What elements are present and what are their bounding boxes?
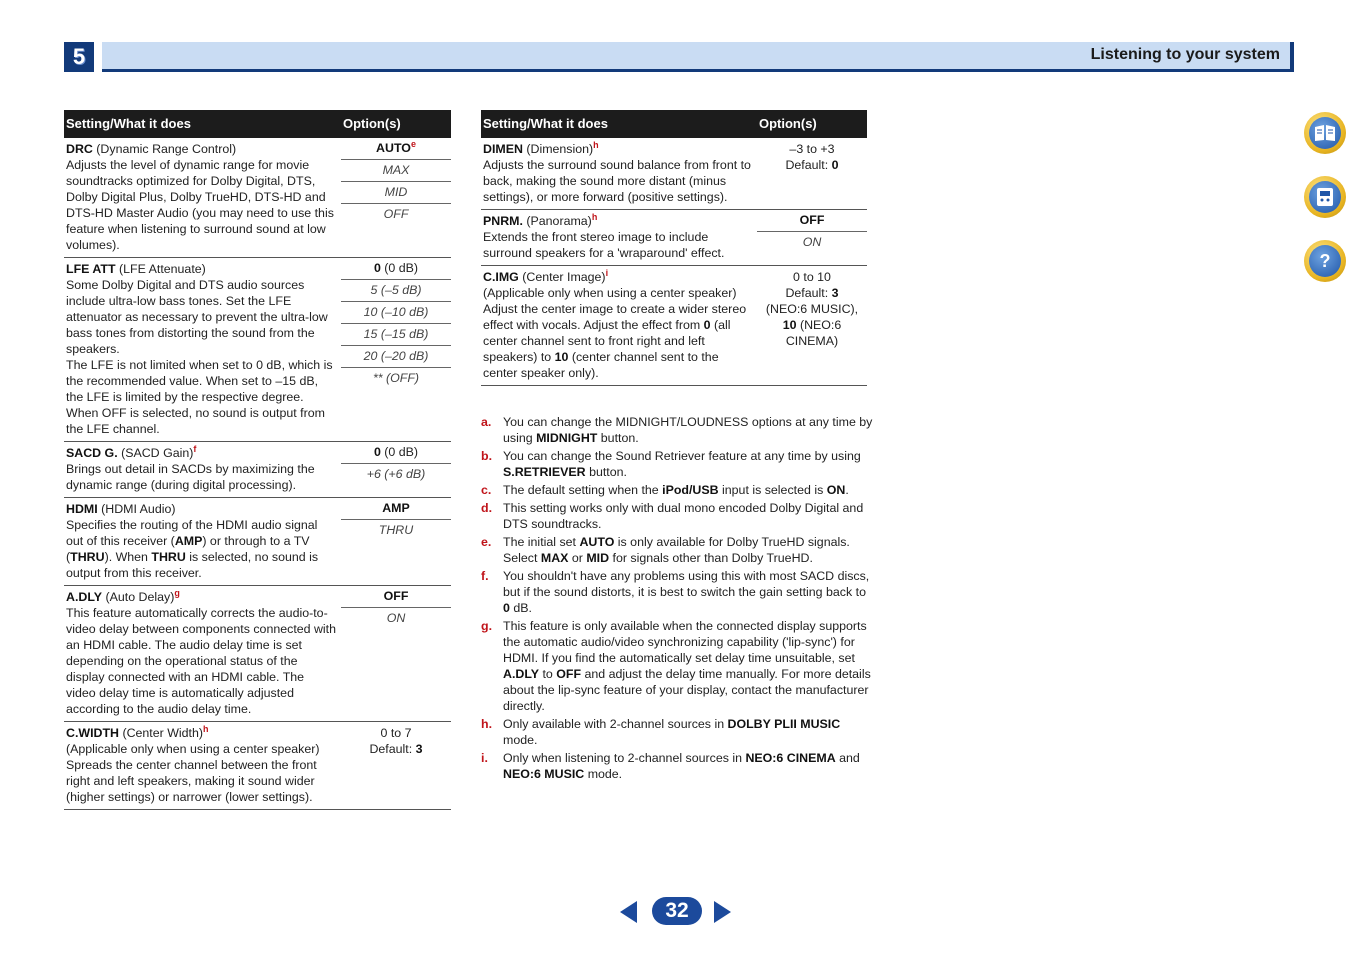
option-item: AUTO$^e$ [341, 138, 451, 160]
chapter-badge: 5 [64, 42, 94, 72]
setting-description: Specifies the routing of the HDMI audio signal out of this receiver (AMP) or through to a TV (THRU). When THRU is selected, no sound is output from this receiver. [66, 518, 319, 580]
footnote-ref: g [174, 587, 180, 598]
option-range: 0 to 10 [793, 270, 831, 284]
table-header-row [481, 110, 867, 138]
footnote-item: h. Only available with 2-channel sources in DOLBY PLII MUSIC mode. [481, 717, 841, 747]
option-item: OFF [757, 210, 867, 232]
footnote-ref: h [591, 211, 598, 222]
setting-cell [64, 722, 341, 810]
option-range: 0 to 7 [380, 726, 412, 740]
setting-name: DIMEN [483, 142, 523, 156]
setting-description-2: The LFE is not limited when set to 0 dB, which is the recommended value. When set to –15 dB, the LFE is limited by the respective degree. When OFF is selected, no sound is output from the LFE channel. [66, 358, 333, 436]
footnote-ref: h [203, 723, 209, 734]
setting-name: A.DLY [66, 590, 103, 604]
options-cell [757, 138, 867, 210]
option-default: Default: 3 [785, 286, 839, 300]
options-cell [341, 258, 451, 442]
setting-name: PNRM. [483, 214, 523, 228]
option-item: 0 (0 dB) [341, 442, 451, 464]
table-row [64, 442, 451, 498]
setting-name: LFE ATT [66, 262, 116, 276]
setting-description-2: Adjust the center image to create a wider stereo effect with vocals. Adjust the effect from 0 (all center channel sent to front right and left speakers) to 10 (center channel sent to the center speaker only). [483, 302, 747, 380]
option-default: Default: 3 [369, 742, 423, 756]
table-row [64, 258, 451, 442]
setting-fullname: (SACD Gain) [117, 446, 194, 460]
option-item: MAX [341, 160, 451, 182]
setting-cell [64, 586, 341, 722]
pager [620, 897, 736, 927]
setting-name: DRC [66, 142, 93, 156]
left-settings-table [64, 110, 451, 810]
footnote-ref: i [605, 267, 609, 278]
setting-description: Extends the front stereo image to include surround speakers for a 'wraparound' effect. [483, 230, 725, 260]
previous-page-icon[interactable] [620, 901, 637, 923]
col-setting-header: Setting/What it does [481, 110, 757, 138]
footnote-ref: f [193, 443, 197, 454]
footnote-ref: h [593, 139, 599, 150]
table-row [481, 266, 867, 386]
footnote-item: a. You can change the MIDNIGHT/LOUDNESS options at any time by using MIDNIGHT button. [481, 415, 873, 445]
setting-cell [64, 498, 341, 586]
option-item: +6 (+6 dB) [366, 467, 426, 481]
option-default-extra-2: 10 (NEO:6 CINEMA) [782, 318, 842, 348]
setting-name: C.WIDTH [66, 726, 119, 740]
option-item: ** (OFF) [372, 371, 420, 385]
table-row [481, 210, 867, 266]
setting-fullname: (Dimension) [522, 142, 594, 156]
setting-fullname: (Dynamic Range Control) [92, 142, 237, 156]
footnote-item: g. This feature is only available when the connected display supports the automatic audio/video synchronizing capability ('lip-sync') for HDMI. If you find the automatically set delay time unsuitable, set A.DLY to OFF and adjust the delay time manually. For more details about the lip-sync feature of your display, contact the manufacturer directly. [481, 619, 871, 713]
footnote-item: i. Only when listening to 2-channel sources in NEO:6 CINEMA and NEO:6 MUSIC mode. [481, 751, 860, 781]
setting-name: SACD G. [66, 446, 118, 460]
footnote-item: d. This setting works only with dual mono encoded Dolby Digital and DTS soundtracks. [481, 501, 864, 531]
col-options-header: Option(s) [757, 110, 867, 138]
remote-icon[interactable] [1304, 176, 1346, 218]
footnotes [481, 414, 873, 784]
option-range: –3 to +3 [789, 142, 835, 156]
footnote-item: f. You shouldn't have any problems using this with most SACD discs, but if the sound distorts, it is best to switch the gain setting back to 0 dB. [481, 569, 870, 615]
setting-description: Brings out detail in SACDs by maximizing the dynamic range (during digital processing). [66, 462, 315, 492]
setting-fullname: (LFE Attenuate) [115, 262, 206, 276]
setting-fullname: (Center Width) [119, 726, 203, 740]
options-cell [757, 210, 867, 266]
setting-cell [481, 266, 757, 386]
next-page-icon[interactable] [714, 901, 731, 923]
setting-description: (Applicable only when using a center speaker) [483, 286, 737, 300]
option-default: Default: 0 [785, 158, 839, 172]
setting-description: This feature automatically corrects the audio-to-video delay between components connected with an HDMI cable. The audio delay time is set depending on the operational status of the display connected with an HDMI cable. The video delay time is automatically adjusted according to the audio delay time. [66, 606, 337, 716]
col-setting-header: Setting/What it does [64, 110, 341, 138]
option-item: AMP [341, 498, 451, 520]
table-row [64, 586, 451, 722]
setting-cell [481, 210, 757, 266]
section-title: Listening to your system [1090, 46, 1280, 63]
options-cell [341, 442, 451, 498]
col-options-header: Option(s) [341, 110, 451, 138]
help-glyph: ? [1309, 245, 1341, 277]
table-row [64, 498, 451, 586]
footnote-item: c. The default setting when the iPod/USB input is selected is ON. [481, 483, 849, 497]
right-settings-table [481, 110, 867, 386]
option-item: MID [341, 182, 451, 204]
setting-name: HDMI [66, 502, 98, 516]
setting-fullname: (HDMI Audio) [97, 502, 176, 516]
setting-fullname: (Auto Delay) [102, 590, 175, 604]
setting-description: Some Dolby Digital and DTS audio sources include ultra-low bass tones. Set the LFE attenuator as necessary to prevent the ultra-low bass tones from distorting the sound from the speakers. [66, 278, 328, 356]
table-header-row [64, 110, 451, 138]
setting-fullname: (Panorama) [522, 214, 592, 228]
setting-cell [481, 138, 757, 210]
setting-cell [64, 442, 341, 498]
options-cell [341, 586, 451, 722]
options-cell [341, 498, 451, 586]
options-cell [341, 722, 451, 810]
setting-description: (Applicable only when using a center speaker) Spreads the center channel between the front right and left speakers, making it sound wider (higher settings) or narrower (lower settings). [66, 742, 320, 804]
option-item: 20 (–20 dB) [341, 346, 451, 368]
option-item: 5 (–5 dB) [341, 280, 451, 302]
table-row [481, 138, 867, 210]
footnote-item: b. You can change the Sound Retriever feature at any time by using S.RETRIEVER button. [481, 449, 861, 479]
options-cell [757, 266, 867, 386]
table-row [64, 722, 451, 810]
setting-name: C.IMG [483, 270, 519, 284]
help-icon[interactable] [1304, 240, 1346, 282]
option-default-extra: (NEO:6 MUSIC), [765, 302, 859, 316]
option-item: 15 (–15 dB) [341, 324, 451, 346]
setting-description: Adjusts the surround sound balance from front to back, making the sound more distant (minus settings), or more forward (positive settings). [483, 158, 751, 204]
footnote-item: e. The initial set AUTO is only available for Dolby TrueHD signals. Select MAX or MID for signals other than Dolby TrueHD. [481, 535, 850, 565]
option-item: OFF [383, 207, 409, 221]
header-bar [102, 42, 1294, 72]
option-item: 0 (0 dB) [341, 258, 451, 280]
option-item: 10 (–10 dB) [341, 302, 451, 324]
option-item: THRU [378, 523, 414, 537]
table-row [64, 138, 451, 258]
option-item: ON [802, 235, 822, 249]
book-icon[interactable] [1304, 112, 1346, 154]
page-number: 32 [652, 897, 702, 925]
setting-description: Adjusts the level of dynamic range for movie soundtracks optimized for Dolby Digital, DTS, Dolby Digital Plus, Dolby TrueHD, DTS-HD and DTS-HD Master Audio (you may need to use this feature when listening to surround sound at low volumes). [66, 158, 334, 252]
option-item: OFF [341, 586, 451, 608]
options-cell [341, 138, 451, 258]
option-item: ON [386, 611, 406, 625]
setting-cell [64, 138, 341, 258]
setting-fullname: (Center Image) [518, 270, 606, 284]
setting-cell [64, 258, 341, 442]
